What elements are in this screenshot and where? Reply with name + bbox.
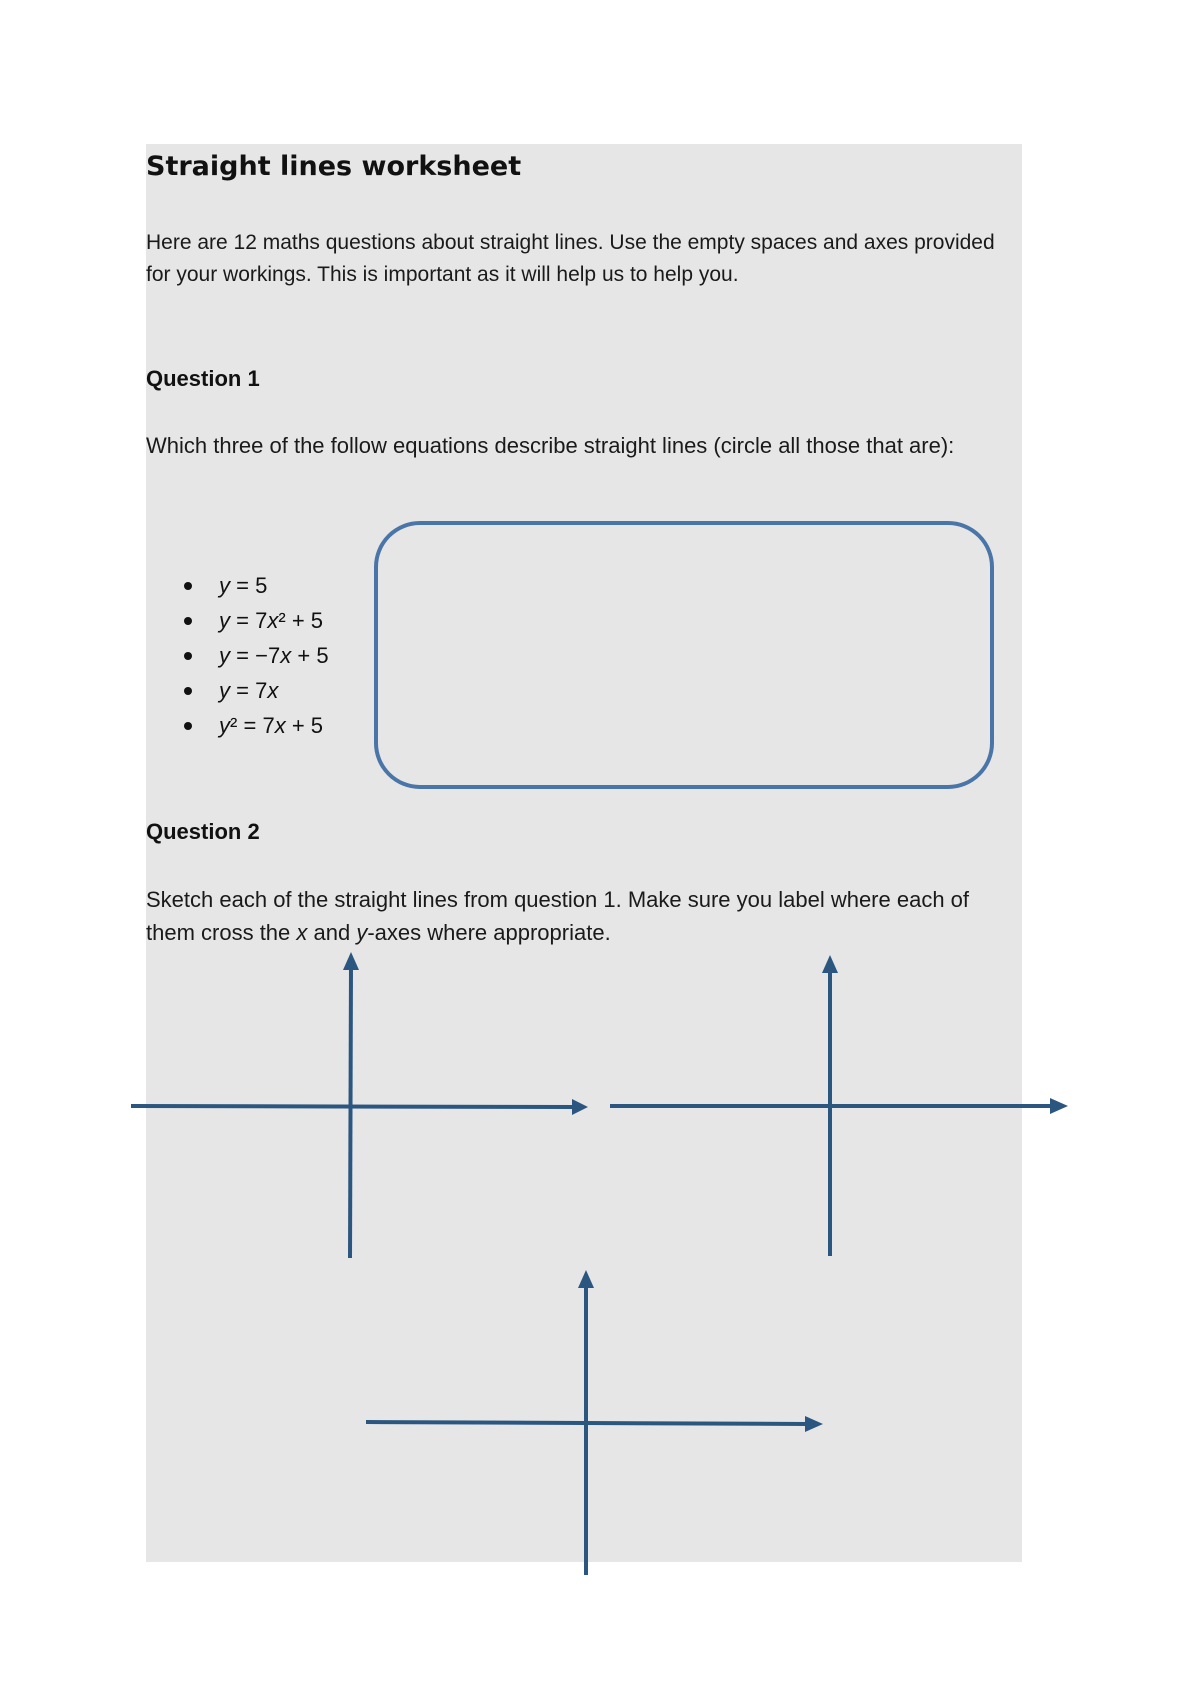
- y-variable: y: [356, 920, 368, 945]
- equation-text: y = 7x² + 5: [219, 608, 324, 633]
- axes-set-1[interactable]: [131, 965, 575, 1258]
- arrow-head-icon: [805, 1416, 823, 1432]
- question-2-text-part: -axes where appropriate.: [367, 920, 611, 945]
- arrow-head-icon: [343, 952, 359, 970]
- worksheet-title: Straight lines worksheet: [146, 151, 522, 182]
- question-1-text: Which three of the follow equations describe straight lines (circle all those that are):: [146, 433, 955, 458]
- arrow-head-icon: [1050, 1098, 1068, 1114]
- arrow-head-icon: [572, 1099, 588, 1115]
- question-2-text-part: and: [307, 920, 357, 945]
- arrow-head-icon: [822, 955, 838, 973]
- axes-set-3[interactable]: [366, 1284, 808, 1575]
- intro-paragraph: Here are 12 maths questions about straight lines. Use the empty spaces and axes provided for your workings. This is important as it will help us to help you.: [146, 231, 995, 286]
- arrow-head-icon: [578, 1270, 594, 1288]
- question-1-heading: Question 1: [146, 366, 260, 391]
- question-2-text-part: Sketch each of the straight lines from question 1. Make sure you label where each of them cross the: [146, 887, 970, 945]
- x-axis: [131, 1106, 575, 1107]
- equation-text: y² = 7x + 5: [219, 713, 324, 738]
- x-variable: x: [296, 920, 308, 945]
- axes-set-2[interactable]: [610, 968, 1054, 1256]
- question-2-heading: Question 2: [146, 819, 260, 844]
- y-axis: [350, 965, 351, 1258]
- equation-text: y = −7x + 5: [219, 643, 329, 668]
- equation-text: y = 5: [219, 573, 268, 598]
- equation-text: y = 7x: [219, 678, 279, 703]
